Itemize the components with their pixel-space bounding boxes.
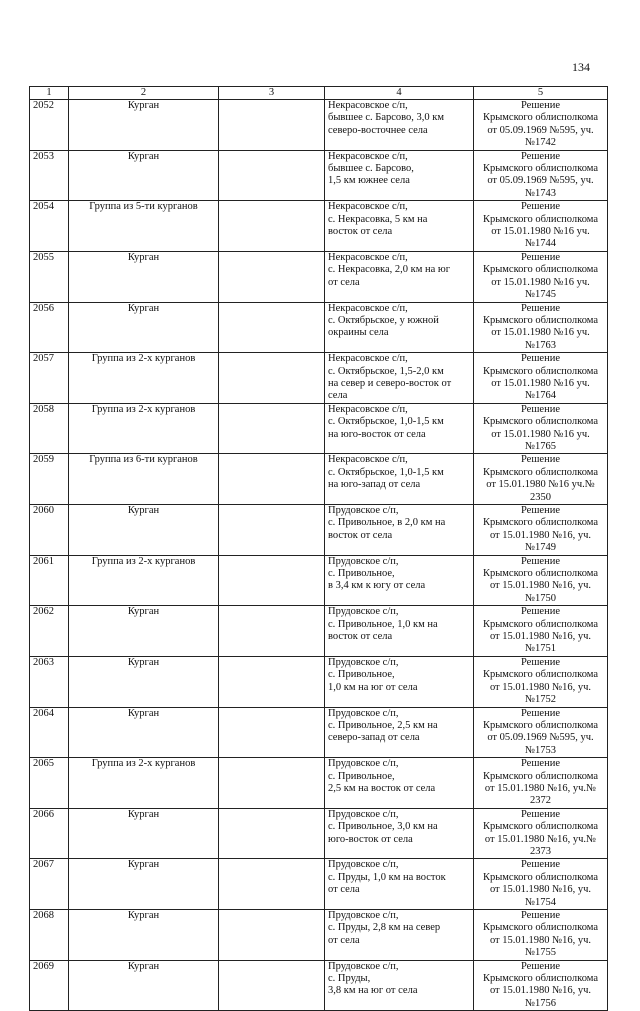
location-cell: Некрасовское с/п, с. Некрасовка, 5 км на восток от села bbox=[325, 201, 474, 252]
column-3-cell bbox=[219, 505, 325, 556]
table-row bbox=[30, 353, 608, 404]
column-3-cell bbox=[219, 707, 325, 758]
location-cell: Некрасовское с/п, с. Октябрьское, 1,5-2,0 км на север и северо-восток от села bbox=[325, 353, 474, 404]
table-row bbox=[30, 505, 608, 556]
column-header-2: 2 bbox=[69, 87, 219, 100]
document-cell: Решение Крымского облисполкома от 15.01.1980 №16 уч.№1765 bbox=[474, 403, 608, 454]
monument-name: Курган bbox=[69, 960, 219, 1011]
table-row bbox=[30, 606, 608, 657]
monument-name: Курган bbox=[69, 859, 219, 910]
table-row bbox=[30, 454, 608, 505]
location-cell: Прудовское с/п, с. Привольное, 2,5 км на восток от села bbox=[325, 758, 474, 809]
location-cell: Некрасовское с/п, с. Октябрьское, 1,0-1,5 км на юго-запад от села bbox=[325, 454, 474, 505]
table-row bbox=[30, 403, 608, 454]
row-number: 2061 bbox=[30, 555, 69, 606]
row-number: 2052 bbox=[30, 100, 69, 151]
column-header-4: 4 bbox=[325, 87, 474, 100]
document-cell: Решение Крымского облисполкома от 15.01.1980 №16, уч.№1754 bbox=[474, 859, 608, 910]
column-3-cell bbox=[219, 859, 325, 910]
location-cell: Прудовское с/п, с. Привольное, 2,5 км на северо-запад от села bbox=[325, 707, 474, 758]
table-row bbox=[30, 656, 608, 707]
monument-name: Курган bbox=[69, 656, 219, 707]
document-cell: Решение Крымского облисполкома от 15.01.1980 №16, уч.№1751 bbox=[474, 606, 608, 657]
document-cell: Решение Крымского облисполкома от 15.01.1980 №16, уч.№1756 bbox=[474, 960, 608, 1011]
column-3-cell bbox=[219, 302, 325, 353]
column-header-5: 5 bbox=[474, 87, 608, 100]
monument-name: Курган bbox=[69, 302, 219, 353]
row-number: 2054 bbox=[30, 201, 69, 252]
monument-name: Группа из 2-х курганов bbox=[69, 353, 219, 404]
column-3-cell bbox=[219, 555, 325, 606]
location-cell: Некрасовское с/п, с. Некрасовка, 2,0 км на юг от села bbox=[325, 251, 474, 302]
row-number: 2057 bbox=[30, 353, 69, 404]
row-number: 2063 bbox=[30, 656, 69, 707]
row-number: 2058 bbox=[30, 403, 69, 454]
column-3-cell bbox=[219, 251, 325, 302]
location-cell: Некрасовское с/п, с. Октябрьское, у южной окраины села bbox=[325, 302, 474, 353]
column-3-cell bbox=[219, 808, 325, 859]
location-cell: Прудовское с/п, с. Привольное, 3,0 км на юго-восток от села bbox=[325, 808, 474, 859]
document-cell: Решение Крымского облисполкома от 15.01.1980 №16 уч.№1764 bbox=[474, 353, 608, 404]
monument-name: Курган bbox=[69, 606, 219, 657]
monument-name: Курган bbox=[69, 707, 219, 758]
monument-name: Группа из 2-х курганов bbox=[69, 758, 219, 809]
row-number: 2066 bbox=[30, 808, 69, 859]
table-row bbox=[30, 859, 608, 910]
row-number: 2059 bbox=[30, 454, 69, 505]
location-cell: Прудовское с/п, с. Привольное, 1,0 км на восток от села bbox=[325, 606, 474, 657]
document-cell: Решение Крымского облисполкома от 15.01.1980 №16 уч.№ 2350 bbox=[474, 454, 608, 505]
location-cell: Некрасовское с/п, бывшее с. Барсово, 3,0 км северо-восточнее села bbox=[325, 100, 474, 151]
table-body bbox=[30, 100, 608, 1011]
monument-name: Группа из 6-ти курганов bbox=[69, 454, 219, 505]
table-header bbox=[30, 87, 608, 100]
column-3-cell bbox=[219, 150, 325, 201]
document-cell: Решение Крымского облисполкома от 15.01.1980 №16 уч.№1744 bbox=[474, 201, 608, 252]
table-row bbox=[30, 960, 608, 1011]
document-cell: Решение Крымского облисполкома от 15.01.1980 №16, уч.№1752 bbox=[474, 656, 608, 707]
table-row bbox=[30, 201, 608, 252]
row-number: 2062 bbox=[30, 606, 69, 657]
monuments-table bbox=[29, 86, 608, 1011]
table-row bbox=[30, 150, 608, 201]
location-cell: Прудовское с/п, с. Привольное, в 2,0 км на восток от села bbox=[325, 505, 474, 556]
document-cell: Решение Крымского облисполкома от 15.01.1980 №16, уч.№ 2373 bbox=[474, 808, 608, 859]
document-cell: Решение Крымского облисполкома от 15.01.1980 №16 уч.№1745 bbox=[474, 251, 608, 302]
table-row bbox=[30, 251, 608, 302]
document-cell: Решение Крымского облисполкома от 15.01.1980 №16, уч.№1749 bbox=[474, 505, 608, 556]
monument-name: Группа из 2-х курганов bbox=[69, 403, 219, 454]
column-3-cell bbox=[219, 100, 325, 151]
row-number: 2068 bbox=[30, 910, 69, 961]
monument-name: Курган bbox=[69, 150, 219, 201]
column-3-cell bbox=[219, 910, 325, 961]
column-3-cell bbox=[219, 656, 325, 707]
column-3-cell bbox=[219, 758, 325, 809]
column-3-cell bbox=[219, 960, 325, 1011]
monument-name: Курган bbox=[69, 505, 219, 556]
table-row bbox=[30, 758, 608, 809]
document-cell: Решение Крымского облисполкома от 05.09.1969 №595, уч.№1742 bbox=[474, 100, 608, 151]
location-cell: Прудовское с/п, с. Привольное, 1,0 км на юг от села bbox=[325, 656, 474, 707]
document-cell: Решение Крымского облисполкома от 15.01.1980 №16, уч.№1755 bbox=[474, 910, 608, 961]
row-number: 2060 bbox=[30, 505, 69, 556]
document-cell: Решение Крымского облисполкома от 15.01.1980 №16, уч.№1750 bbox=[474, 555, 608, 606]
row-number: 2069 bbox=[30, 960, 69, 1011]
document-cell: Решение Крымского облисполкома от 15.01.1980 №16, уч.№ 2372 bbox=[474, 758, 608, 809]
location-cell: Прудовское с/п, с. Пруды, 1,0 км на восток от села bbox=[325, 859, 474, 910]
monument-name: Курган bbox=[69, 251, 219, 302]
location-cell: Некрасовское с/п, бывшее с. Барсово, 1,5 км южнее села bbox=[325, 150, 474, 201]
monument-name: Курган bbox=[69, 808, 219, 859]
location-cell: Прудовское с/п, с. Привольное, в 3,4 км к югу от села bbox=[325, 555, 474, 606]
location-cell: Прудовское с/п, с. Пруды, 2,8 км на север от села bbox=[325, 910, 474, 961]
row-number: 2067 bbox=[30, 859, 69, 910]
page-number: 134 bbox=[572, 60, 590, 74]
location-cell: Некрасовское с/п, с. Октябрьское, 1,0-1,5 км на юго-восток от села bbox=[325, 403, 474, 454]
row-number: 2053 bbox=[30, 150, 69, 201]
document-cell: Решение Крымского облисполкома от 15.01.1980 №16 уч.№1763 bbox=[474, 302, 608, 353]
row-number: 2064 bbox=[30, 707, 69, 758]
column-3-cell bbox=[219, 606, 325, 657]
table-row bbox=[30, 808, 608, 859]
row-number: 2065 bbox=[30, 758, 69, 809]
column-header-1: 1 bbox=[30, 87, 69, 100]
column-3-cell bbox=[219, 201, 325, 252]
header-row bbox=[30, 87, 608, 100]
table-row bbox=[30, 100, 608, 151]
row-number: 2055 bbox=[30, 251, 69, 302]
monument-name: Курган bbox=[69, 910, 219, 961]
monument-name: Группа из 2-х курганов bbox=[69, 555, 219, 606]
monument-name: Курган bbox=[69, 100, 219, 151]
row-number: 2056 bbox=[30, 302, 69, 353]
document-cell: Решение Крымского облисполкома от 05.09.1969 №595, уч.№1753 bbox=[474, 707, 608, 758]
table-row bbox=[30, 910, 608, 961]
table-row bbox=[30, 302, 608, 353]
table-row bbox=[30, 555, 608, 606]
column-3-cell bbox=[219, 353, 325, 404]
location-cell: Прудовское с/п, с. Пруды, 3,8 км на юг от села bbox=[325, 960, 474, 1011]
column-3-cell bbox=[219, 403, 325, 454]
document-cell: Решение Крымского облисполкома от 05.09.1969 №595, уч.№1743 bbox=[474, 150, 608, 201]
table-row bbox=[30, 707, 608, 758]
monument-name: Группа из 5-ти курганов bbox=[69, 201, 219, 252]
column-header-3: 3 bbox=[219, 87, 325, 100]
column-3-cell bbox=[219, 454, 325, 505]
